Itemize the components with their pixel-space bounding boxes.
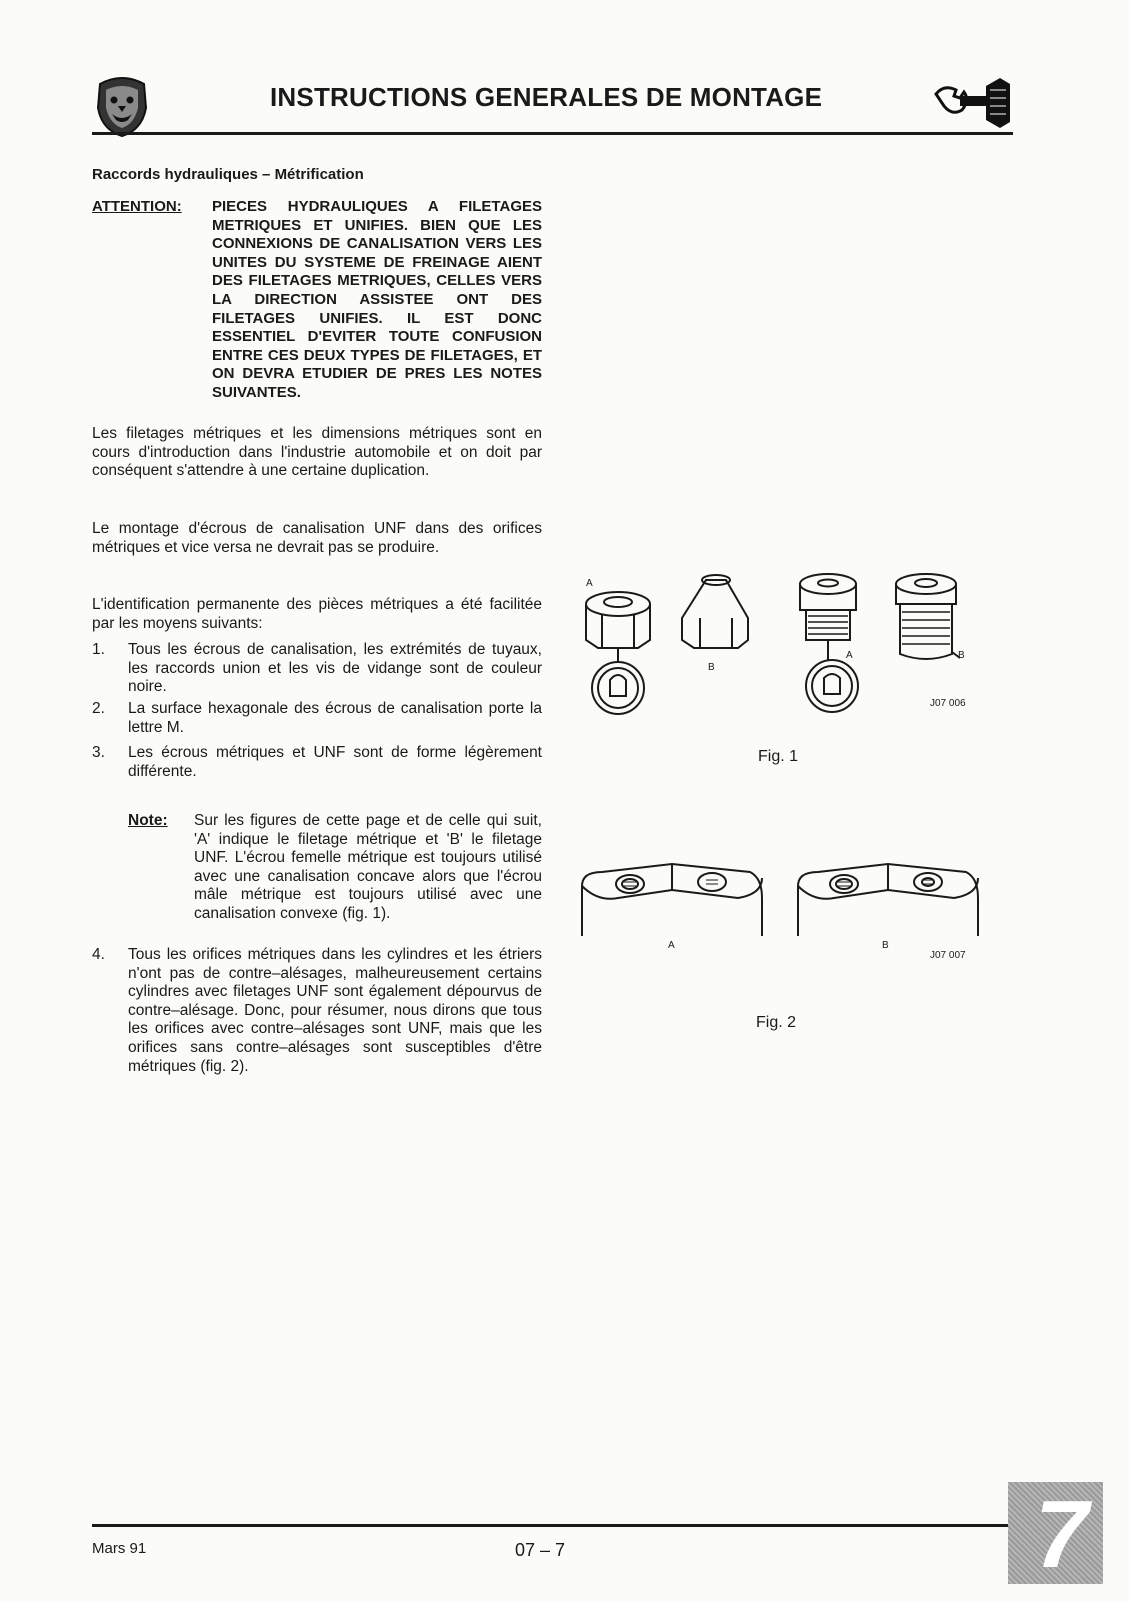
page-title: INSTRUCTIONS GENERALES DE MONTAGE — [270, 82, 823, 112]
list-number: 2. — [92, 700, 105, 717]
figure-reference: J07 006 — [930, 698, 966, 709]
paragraph: Le montage d'écrous de canalisation UNF dans des orifices métriques et vice versa ne devrait pas se produire. — [92, 520, 542, 556]
list-number: 1. — [92, 641, 105, 658]
label-b: B — [708, 662, 715, 673]
page-number: 07 – 7 — [515, 1540, 566, 1560]
label-a: A — [668, 940, 675, 951]
figure-caption: Fig. 1 — [758, 748, 799, 765]
figure-1-illustration — [578, 570, 998, 730]
label-b: B — [958, 650, 965, 661]
figure-2-illustration — [578, 858, 998, 968]
header-rule — [92, 132, 1013, 135]
list-item: La surface hexagonale des écrous de canalisation porte la lettre M. — [128, 700, 542, 736]
list-number: 3. — [92, 744, 105, 761]
list-item: Tous les écrous de canalisation, les extrémités de tuyaux, les raccords union et les vis de vidange sont de couleur noire. — [128, 641, 542, 696]
attention-text: PIECES HYDRAULIQUES A FILETAGES METRIQUES ET UNIFIES. BIEN QUE LES CONNEXIONS DE CANALISATION VERS LES UNITES DU SYSTEME DE FREINAGE AIENT DES FILETAGES METRIQUES, CELLES VERS LA DIRECTION ASSISTEE ONT DES FILETAGES UNIFIES. IL EST DONC ESSENTIEL D'EVITER TOUTE CONFUSION ENTRE CES DEUX TYPES DE FILETAGES, ET ON DEVRA ETUDIER DE PRES LES NOTES SUIVANTES. — [212, 198, 542, 401]
jaguar-head-icon — [92, 74, 152, 138]
label-a: A — [586, 578, 593, 589]
label-a: A — [846, 650, 853, 661]
paragraph: L'identification permanente des pièces métriques a été facilitée par les moyens suivants: — [92, 596, 542, 632]
paragraph: Les filetages métriques et les dimensions métriques sont en cours d'introduction dans l'industrie automobile et on doit par conséquent s'attendre à une certaine duplication. — [92, 425, 542, 480]
footer-date: Mars 91 — [92, 1540, 147, 1557]
list-item: Tous les orifices métriques dans les cylindres et les étriers n'ont pas de contre–alésages, malheureusement certains cylindres avec filetages UNF sont également dépourvus de contre–alésage. Donc, pour résumer, nous dirons que tous les orifices avec contre–alésages sont UNF, mais que les orifices sans contre–alésages sont susceptibles d'être métriques (fig. 2). — [128, 946, 542, 1075]
section-tab-number: 7 — [1035, 1481, 1089, 1588]
section-heading: Raccords hydrauliques – Métrification — [92, 166, 364, 183]
note-label: Note: — [128, 812, 168, 829]
label-b: B — [882, 940, 889, 951]
list-number: 4. — [92, 946, 105, 963]
list-item: Les écrous métriques et UNF sont de forme légèrement différente. — [128, 744, 542, 780]
figure-caption: Fig. 2 — [756, 1014, 797, 1031]
note-text: Sur les figures de cette page et de celle qui suit, 'A' indique le filetage métrique et 'B' le filetage UNF. L'écrou femelle métrique est toujours utilisé avec une canalisation concave alors que l'écrou mâle métrique est toujours utilisé avec une canalisation convexe (fig. 1). — [194, 812, 542, 922]
wrench-icon — [930, 76, 1014, 130]
figure-reference: J07 007 — [930, 950, 966, 961]
footer-rule — [92, 1524, 1013, 1527]
attention-label: ATTENTION: — [92, 198, 182, 215]
